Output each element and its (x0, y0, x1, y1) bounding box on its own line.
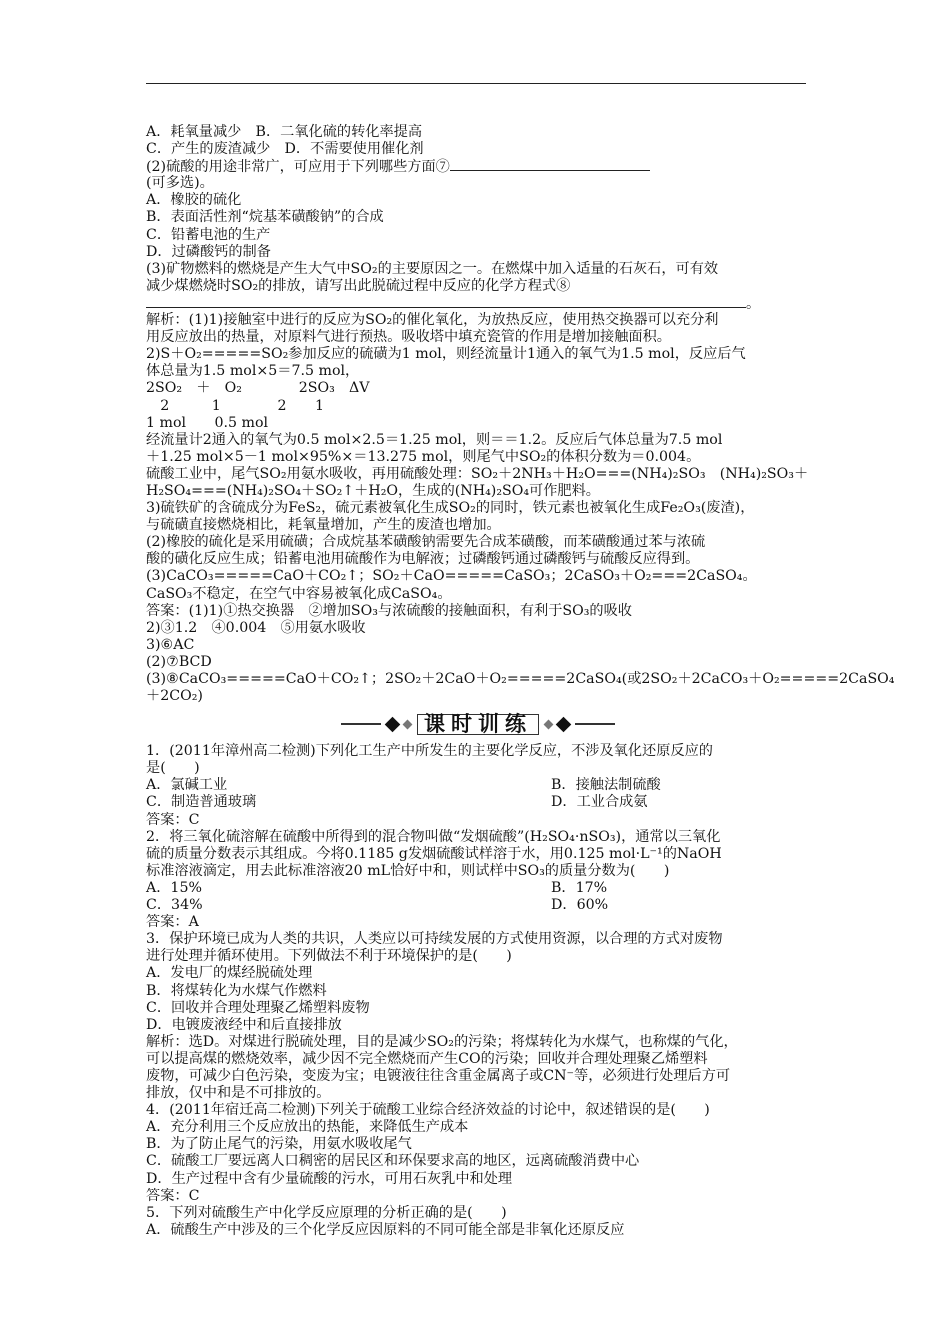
text-line: ＋1.25 mol×5－1 mol×95%×＝13.275 mol，则尾气中SO₂的体积分数为＝0.004。 (146, 448, 701, 465)
option-a: A．氯碱工业 (146, 777, 228, 794)
text-line: 排放，仅中和是不可排放的。 (146, 1085, 331, 1102)
diamond-icon (385, 716, 401, 732)
text-line: A．发电厂的煤经脱硫处理 (146, 965, 313, 982)
text-line: C．硫酸工厂要远离人口稠密的居民区和环保要求高的地区，远离硫酸消费中心 (146, 1153, 640, 1170)
answer-blank (146, 295, 746, 308)
text-line: D．电镀废液经中和后直接排放 (146, 1016, 342, 1033)
text-line: 标准溶液滴定，用去此标准溶液20 mL恰好中和，则试样中SO₃的质量分数为( ) (146, 862, 670, 879)
text-line: (3)矿物燃料的燃烧是产生大气中SO₂的主要原因之一。在燃煤中加入适量的石灰石，可有效 (146, 260, 719, 277)
option-row (146, 880, 810, 897)
text-line: 硫酸工业中，尾气SO₂用氨水吸收，再用硫酸处理：SO₂＋2NH₃＋H₂O===(NH₄)₂SO₃ (NH₄)₂SO₃＋ (146, 465, 809, 482)
text-line: 是( ) (146, 760, 200, 777)
diamond-icon (403, 719, 413, 729)
question-4: 4．(2011年宿迁高二检测)下列关于硫酸工业综合经济效益的讨论中，叙述错误的是( ) (146, 1102, 710, 1119)
text-line: B．将煤转化为水煤气作燃料 (146, 982, 327, 999)
text-line: B．为了防止尾气的污染，用氨水吸收尾气 (146, 1136, 412, 1153)
text-line: A．充分利用三个反应放出的热能，来降低生产成本 (146, 1119, 469, 1136)
text-line: 解析：(1)1)接触室中进行的反应为SO₂的催化氧化，为放热反应，使用热交换器可以充分利 (146, 312, 719, 329)
option-d: D．60% (551, 897, 609, 914)
option-b: B．17% (551, 879, 608, 896)
section-title: 课时训练 (417, 714, 539, 735)
text-line: 可以提高煤的燃烧效率，减少因不完全燃烧而产生CO的污染；回收并合理处理聚乙烯塑料 (146, 1050, 708, 1067)
section-banner (146, 707, 810, 741)
answer-blank-line: 。 (146, 295, 810, 312)
text-line: 答案：(1)1)①热交换器 ②增加SO₃与浓硫酸的接触面积，有利于SO₃的吸收 (146, 602, 632, 619)
diamond-icon (544, 719, 554, 729)
option-c: C．制造普通玻璃 (146, 794, 257, 811)
text-line: CaSO₃不稳定，在空气中容易被氧化成CaSO₄。 (146, 585, 452, 602)
diamond-icon (556, 716, 572, 732)
text-line: B．表面活性剂“烷基苯磺酸钠”的合成 (146, 209, 384, 226)
text-line: 减少煤燃烧时SO₂的排放，请写出此脱硫过程中反应的化学方程式⑧ (146, 277, 571, 294)
text-line: C．产生的废渣减少 D．不需要使用催化剂 (146, 141, 424, 158)
banner-bar (575, 723, 615, 725)
option-row (146, 794, 810, 811)
option-a: A．15% (146, 879, 202, 896)
text-line: 2)③1.2 ④0.004 ⑤用氨水吸收 (146, 619, 366, 636)
text-line: A．橡胶的硫化 (146, 192, 242, 209)
text-line: 与硫磺直接燃烧相比，耗氧量增加，产生的废渣也增加。 (146, 517, 501, 534)
header-rule (146, 83, 806, 84)
text-line: 2 1 2 1 (146, 397, 324, 414)
text-line: 经流量计2通入的氧气为0.5 mol×2.5＝1.25 mol，则＝＝1.2。反应后气体总量为7.5 mol (146, 431, 723, 448)
text-line: 用反应放出的热量，对原料气进行预热。吸收塔中填充瓷管的作用是增加接触面积。 (146, 329, 671, 346)
question-5: 5．下列对硫酸生产中化学反应原理的分析正确的是( ) (146, 1204, 507, 1221)
text-line: (可多选)。 (146, 175, 214, 192)
banner-bar (341, 723, 381, 725)
answer-line: 答案：C (146, 811, 200, 828)
answer-blank (450, 158, 650, 171)
text-line: 废物，可减少白色污染，变废为宝；电镀液往往含重金属离子或CN⁻等，必须进行处理后方可 (146, 1067, 731, 1084)
text-line: 2SO₂ ＋ O₂ 2SO₃ ΔV (146, 380, 370, 397)
option-row (146, 897, 810, 914)
question-3: 3．保护环境已成为人类的共识，人类应以可持续发展的方式使用资源，以合理的方式对废物 (146, 931, 723, 948)
answer-line: 答案：A (146, 914, 199, 931)
text-line: 解析：选D。对煤进行脱硫处理，目的是减少SO₂的污染；将煤转化为水煤气，也称煤的气化， (146, 1033, 738, 1050)
text-line: A．耗氧量减少 B．二氧化硫的转化率提高 (146, 124, 423, 140)
text-line: 3)⑥AC (146, 636, 195, 653)
text-line: D．过磷酸钙的制备 (146, 243, 271, 260)
text-line: (2)橡胶的硫化是采用硫磺；合成烷基苯磺酸钠需要先合成苯磺酸，而苯磺酸通过苯与浓硫 (146, 534, 706, 551)
text-line: (3)⑧CaCO₃=====CaO＋CO₂↑；2SO₂＋2CaO＋O₂=====2CaSO₄(或2SO₂＋2CaCO₃＋O₂=====2CaSO₄ (146, 671, 895, 687)
question-1: 1．(2011年漳州高二检测)下列化工生产中所发生的主要化学反应，不涉及氧化还原反应的 (146, 743, 713, 760)
text-line: 2)S＋O₂=====SO₂参加反应的硫磺为1 mol，则经流量计1通入的氧气为1.5 mol，反应后气 (146, 346, 746, 363)
text-line: C．回收并合理处理聚乙烯塑料废物 (146, 999, 370, 1016)
text-line: 硫的质量分数表示其组成。今将0.1185 g发烟硫酸试样溶于水，用0.125 mol·L⁻¹的NaOH (146, 845, 722, 862)
text-line: 3)硫铁矿的含硫成分为FeS₂，硫元素被氧化生成SO₂的同时，铁元素也被氧化生成Fe₂O₃(废渣)， (146, 500, 755, 517)
answer-line: 答案：C (146, 1187, 200, 1204)
text-line: (3)CaCO₃=====CaO＋CO₂↑；SO₂＋CaO=====CaSO₃；2CaSO₃＋O₂===2CaSO₄。 (146, 568, 757, 585)
text-line: H₂SO₄===(NH₄)₂SO₄＋SO₂↑＋H₂O，生成的(NH₄)₂SO₄可作肥料。 (146, 482, 600, 499)
text-line: 进行处理并循环使用。下列做法不利于环境保护的是( ) (146, 948, 512, 965)
text-line: 1 mol 0.5 mol (146, 414, 269, 431)
text-line: 体总量为1.5 mol×5＝7.5 mol， (146, 363, 360, 380)
option-row (146, 777, 810, 794)
option-c: C．34% (146, 897, 203, 914)
question-line: (2)硫酸的用途非常广，可应用于下列哪些方面⑦ (146, 158, 810, 175)
text-line: (2)⑦BCD (146, 653, 212, 670)
option-d: D．工业合成氨 (551, 794, 648, 811)
text-line: 酸的磺化反应生成；铅蓄电池用硫酸作为电解液；过磷酸钙通过磷酸钙与硫酸反应得到。 (146, 551, 700, 568)
text-line: D．生产过程中含有少量硫酸的污水，可用石灰乳中和处理 (146, 1170, 513, 1187)
text-line: C．铅蓄电池的生产 (146, 226, 271, 243)
text-line: ＋2CO₂) (146, 688, 203, 705)
option-b: B．接触法制硫酸 (551, 777, 661, 794)
document-body (146, 124, 895, 1239)
text-line: A．硫酸生产中涉及的三个化学反应因原料的不同可能全部是非氧化还原反应 (146, 1221, 625, 1238)
question-2: 2．将三氧化硫溶解在硫酸中所得到的混合物叫做“发烟硫酸”(H₂SO₄·nSO₃)，通常以三氧化 (146, 828, 721, 845)
